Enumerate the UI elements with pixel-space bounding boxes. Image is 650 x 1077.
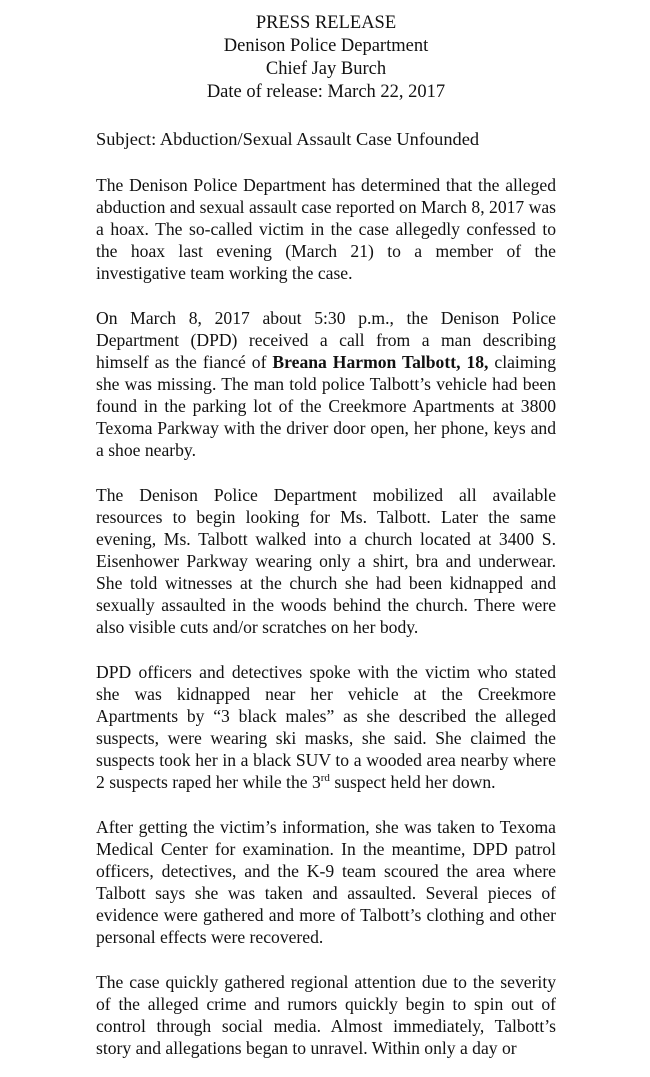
paragraph-2 bbox=[96, 307, 556, 461]
paragraph-5: After getting the victim’s information, she was taken to Texoma Medical Center for examination. In the meantime, DPD patrol officers, detectives, and the K-9 team scoured the area where Talbott says she was taken and assaulted. Several pieces of evidence were gathered and more of Talbott’s clothing and other personal effects were recovered. bbox=[96, 817, 556, 947]
victim-name: Breana Harmon Talbott, 18, bbox=[272, 352, 489, 372]
paragraph-2-text-a: On March 8, 2017 about 5:30 p.m., the Denison Police Department (DPD) received a call from a man describing himself as the fiancé of bbox=[96, 308, 556, 372]
chief-name: Chief Jay Burch bbox=[265, 59, 387, 79]
subject-line: Subject: Abduction/Sexual Assault Case Unfounded bbox=[96, 129, 480, 149]
department-name: Denison Police Department bbox=[223, 36, 429, 56]
paragraph-6: The case quickly gathered regional attention due to the severity of the alleged crime and rumors quickly begin to spin out of control through social media. Almost immediately, Talbott’s story and allegations began to unravel. Within only a day or bbox=[96, 972, 556, 1058]
release-title: PRESS RELEASE bbox=[255, 13, 397, 33]
press-release-page bbox=[96, 12, 556, 1077]
paragraph-4 bbox=[96, 661, 556, 793]
paragraph-2-text-b: claiming she was missing. The man told police Talbott’s vehicle had been found in the parking lot of the Creekmore Apartments at 3800 Texoma Parkway with the driver door open, her phone, keys and a shoe nearby. bbox=[96, 352, 556, 460]
paragraph-4-text-b: suspect held her down. bbox=[329, 772, 496, 792]
paragraph-4-text-a: DPD officers and detectives spoke with the victim who stated she was kidnapped near her vehicle at the Creekmore Apartments by “3 black males” as she described the alleged suspects, were wearing ski masks, she said. She claimed the suspects took her in a black SUV to a wooded area nearby where 2 suspects raped her while the 3 bbox=[96, 662, 556, 792]
release-date: Date of release: March 22, 2017 bbox=[206, 82, 446, 102]
paragraph-3: The Denison Police Department mobilized all available resources to begin looking for Ms. Talbott. Later the same evening, Ms. Talbott walked into a church located at 3400 S. Eisenhower Parkway wearing only a shirt, bra and underwear. She told witnesses at the church she had been kidnapped and sexually assaulted in the woods behind the church. There were also visible cuts and/or scratches on her body. bbox=[96, 485, 556, 637]
paragraph-1: The Denison Police Department has determined that the alleged abduction and sexual assault case reported on March 8, 2017 was a hoax. The so-called victim in the case allegedly confessed to the hoax last evening (March 21) to a member of the investigative team working the case. bbox=[96, 175, 556, 283]
release-header bbox=[96, 12, 556, 104]
ordinal-suffix: rd bbox=[320, 772, 330, 785]
